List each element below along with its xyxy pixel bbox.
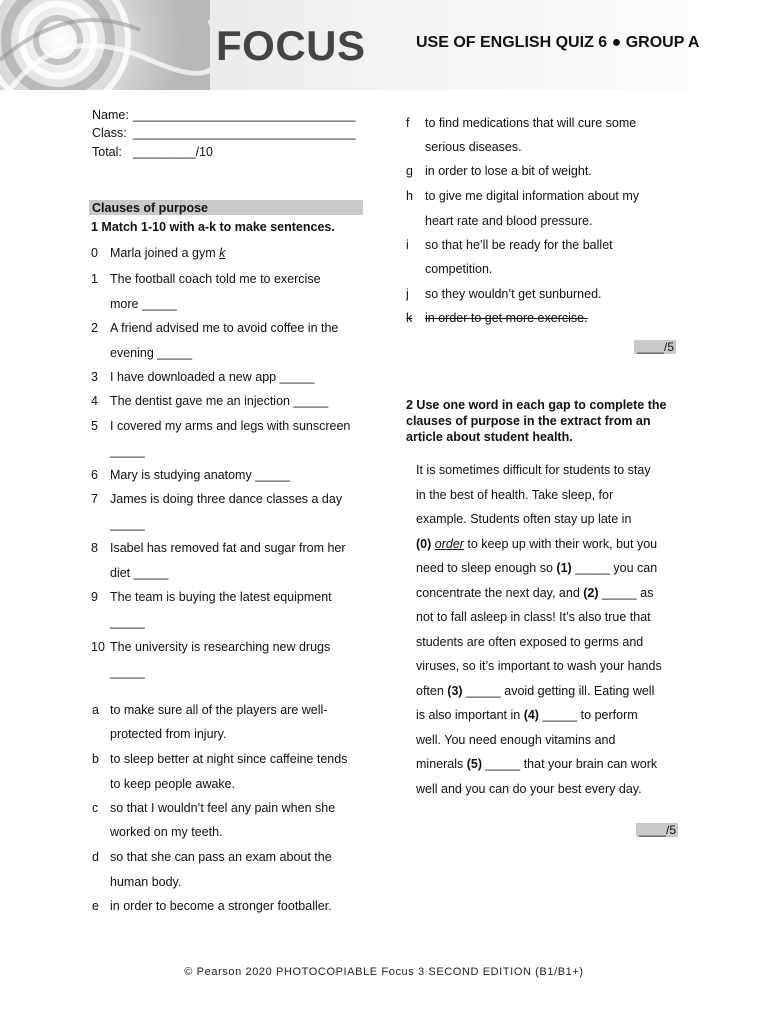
ending-letter: h [406,189,413,203]
item-text-with-blank[interactable]: Mary is studying anatomy _____ [110,468,290,482]
article-line-gap-5[interactable]: minerals (5) _____ that your brain can work [416,757,658,771]
name-label: Name: [92,108,129,122]
article-line: example. Students often stay up late in [416,512,632,526]
ending-letter: e [92,899,99,913]
ending-letter: j [406,287,409,301]
article-line: viruses, so it’s important to wash your hands [416,659,662,673]
item-number: 3 [91,370,98,384]
article-line: not to fall asleep in class! It’s also true that [416,610,651,624]
ending-letter-used: k [406,311,413,325]
article-line: It is sometimes difficult for students to stay [416,463,651,477]
article-line: well. You need enough vitamins and [416,733,616,747]
ending-text: competition. [425,262,493,276]
ending-letter: d [92,850,99,864]
example-answer: order [434,537,464,551]
exercise2-score-box[interactable]: ____/5 [636,823,678,837]
item-text: A friend advised me to avoid coffee in the [110,321,339,335]
page-footer: © Pearson 2020 PHOTOCOPIABLE Focus 3 SECOND EDITION (B1/B1+) [184,966,584,978]
article-line-gap-4[interactable]: is also important in (4) _____ to perform [416,708,638,722]
article-line: (0) order to keep up with their work, but you [416,537,658,551]
article-line-gap-3[interactable]: often (3) _____ avoid getting ill. Eating well [416,684,655,698]
page-header [0,0,768,90]
ending-letter: c [92,801,99,815]
ending-letter: b [92,752,99,766]
ending-text: serious diseases. [425,140,522,154]
total-label: Total: [92,145,122,159]
item-text-with-blank[interactable]: I have downloaded a new app _____ [110,370,315,384]
item-number: 1 [91,272,98,286]
ending-text: so that I wouldn’t feel any pain when she [110,801,336,815]
article-line-gap-2[interactable]: concentrate the next day, and (2) _____ as [416,586,654,600]
item-answer-blank[interactable]: _____ [110,517,145,531]
item-answer-blank[interactable]: _____ [110,615,145,629]
item-text: The football coach told me to exercise [110,272,321,286]
item-number: 7 [91,492,98,506]
item-answer-blank[interactable]: _____ [110,665,145,679]
ending-text-used: in order to get more exercise. [425,311,588,325]
ending-text: protected from injury. [110,727,227,741]
total-field[interactable]: _________/10 [133,145,213,159]
item-text: Marla joined a gym k [110,246,226,260]
item-text-with-blank[interactable]: The dentist gave me an injection _____ [110,394,329,408]
article-line: in the best of health. Take sleep, for [416,488,614,502]
ending-text: to find medications that will cure some [425,116,637,130]
ending-text: in order to lose a bit of weight. [425,164,592,178]
item-answer-blank[interactable]: _____ [110,444,145,458]
ending-text: to sleep better at night since caffeine tends [110,752,348,766]
item-number: 2 [91,321,98,335]
focus-swirl-logo-graphic [0,0,210,90]
exercise2-instruction: 2 Use one word in each gap to complete the [406,398,667,412]
item-text: I covered my arms and legs with sunscreen [110,419,351,433]
ending-text: so they wouldn’t get sunburned. [425,287,602,301]
item-number: 5 [91,419,98,433]
item-number: 0 [91,246,98,260]
article-line-gap-1[interactable]: need to sleep enough so (1) _____ you can [416,561,658,575]
exercise2-instruction: clauses of purpose in the extract from an [406,414,651,428]
article-line: well and you can do your best every day. [416,782,642,796]
class-field[interactable]: ________________________________ [133,126,356,140]
item-answer-blank[interactable]: diet _____ [110,566,169,580]
item-number: 6 [91,468,98,482]
ending-text: to make sure all of the players are well- [110,703,328,717]
brand-logo-text: FOCUS [216,22,366,69]
item-text: The team is buying the latest equipment [110,590,332,604]
ending-text: heart rate and blood pressure. [425,214,593,228]
item-number: 9 [91,590,98,604]
ending-letter: f [406,116,410,130]
example-answer: k [219,246,226,260]
item-number: 8 [91,541,98,555]
quiz-title: USE OF ENGLISH QUIZ 6 ● GROUP A [416,34,700,51]
ending-text: in order to become a stronger footballer. [110,899,332,913]
section-title: Clauses of purpose [92,201,208,215]
item-answer-blank[interactable]: evening _____ [110,346,193,360]
item-number: 10 [91,640,105,654]
name-field[interactable]: ________________________________ [133,108,356,122]
item-answer-blank[interactable]: more _____ [110,297,177,311]
class-label: Class: [92,126,127,140]
exercise1-instruction: 1 Match 1-10 with a-k to make sentences. [91,220,335,234]
article-line: students are often exposed to germs and [416,635,644,649]
item-text: The university is researching new drugs [110,640,331,654]
item-text: James is doing three dance classes a day [110,492,343,506]
ending-letter: g [406,164,413,178]
ending-letter: a [92,703,99,717]
item-number: 4 [91,394,98,408]
exercise1-score-box[interactable]: ____/5 [634,340,676,354]
exercise2-instruction: article about student health. [406,430,573,444]
ending-text: so that he’ll be ready for the ballet [425,238,613,252]
ending-text: to keep people awake. [110,777,236,791]
ending-text: so that she can pass an exam about the [110,850,332,864]
ending-text: to give me digital information about my [425,189,639,203]
item-text: Isabel has removed fat and sugar from her [110,541,346,555]
ending-text: human body. [110,875,182,889]
ending-letter: i [406,238,409,252]
ending-text: worked on my teeth. [110,825,223,839]
